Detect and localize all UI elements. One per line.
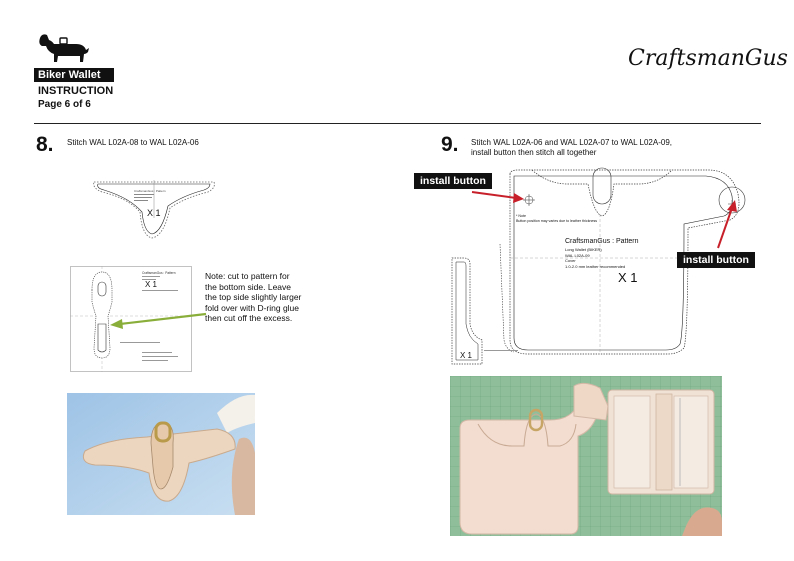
step9-instruction-line: Stitch WAL L02A-06 and WAL L02A-07 to WAL L02A-09, bbox=[471, 138, 672, 147]
step9-pattern-line: 1.0-2.0 mm leather recommended bbox=[565, 263, 626, 269]
step9-photo bbox=[450, 376, 722, 536]
svg-text:CraftsmanGus : Pattern: CraftsmanGus : Pattern bbox=[134, 189, 166, 193]
step8-note-line: fold over with D-ring glue bbox=[205, 302, 300, 313]
step8-note-line: the top side slightly larger bbox=[205, 292, 302, 302]
header-divider bbox=[34, 123, 761, 124]
page-indicator: Page 6 of 6 bbox=[38, 99, 91, 110]
step9-number: 9. bbox=[441, 133, 459, 156]
step9-pattern-line: Long Wallet (BIKER) bbox=[565, 247, 602, 252]
step9-pattern-count: X 1 bbox=[618, 270, 638, 285]
step9-pattern-meta bbox=[565, 247, 625, 269]
step8-instruction: Stitch WAL L02A-08 to WAL L02A-06 bbox=[67, 138, 199, 147]
step9-note bbox=[516, 214, 597, 224]
callout-install-button-left: install button bbox=[414, 173, 492, 189]
step8-sheet-count: X 1 bbox=[145, 280, 158, 289]
red-arrow-right-icon bbox=[712, 198, 742, 250]
green-arrow-icon bbox=[108, 310, 208, 330]
product-title: Biker Wallet bbox=[34, 68, 114, 82]
step9-instruction bbox=[471, 138, 672, 158]
step8-photo bbox=[67, 393, 255, 515]
dachshund-logo-icon bbox=[36, 32, 90, 66]
step9-pattern-line: WAL L02A-09 bbox=[565, 252, 590, 258]
step8-note bbox=[205, 271, 301, 324]
red-arrow-left-icon bbox=[470, 188, 526, 204]
brand-logo bbox=[628, 46, 788, 86]
step9-instruction-line: install button then stitch all together bbox=[471, 148, 597, 157]
step8-pattern-count: X 1 bbox=[147, 208, 161, 218]
step9-pattern-title: CraftsmanGus : Pattern bbox=[565, 238, 639, 245]
brand-name: CraftsmanGus bbox=[628, 46, 788, 71]
instruction-heading: INSTRUCTION bbox=[38, 85, 114, 97]
step8-note-line: then cut off the excess. bbox=[205, 313, 293, 323]
callout-install-button-right: install button bbox=[677, 252, 755, 268]
step9-note-title: * Note bbox=[516, 214, 526, 218]
step8-note-line: the bottom side. Leave bbox=[205, 281, 292, 292]
step8-note-line: Note: cut to pattern for bbox=[205, 271, 290, 281]
step9-side-count: X 1 bbox=[460, 351, 473, 360]
svg-text:CraftsmanGus : Pattern: CraftsmanGus : Pattern bbox=[142, 271, 176, 275]
step9-note-body: Button position may varies due to leather thickness bbox=[516, 219, 598, 223]
step8-number: 8. bbox=[36, 133, 54, 156]
step9-pattern-line: Cover bbox=[565, 258, 576, 263]
